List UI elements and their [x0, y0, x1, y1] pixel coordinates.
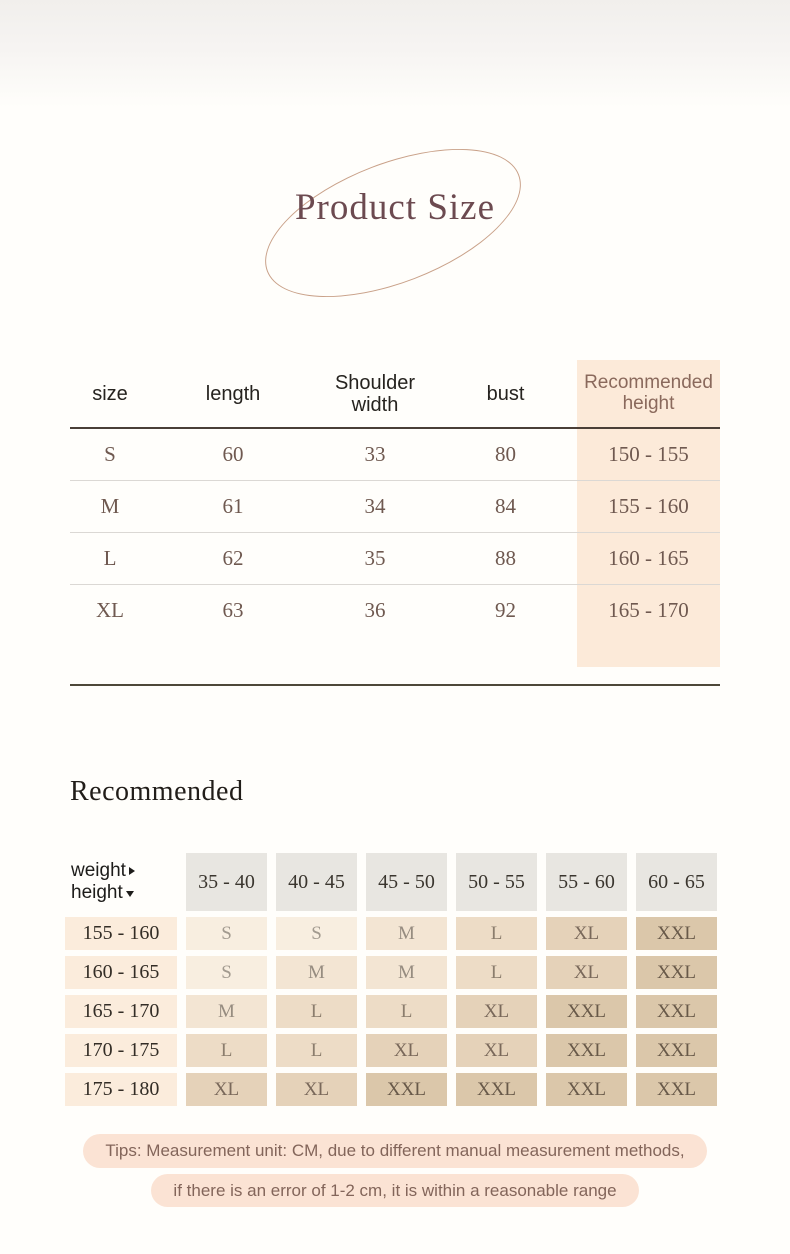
bust-value: 84 — [495, 494, 516, 518]
arrow-down-icon — [126, 891, 134, 897]
shoulder-value: 35 — [364, 546, 386, 570]
length-value: 62 — [222, 546, 244, 570]
matrix-cell: XXL — [636, 995, 717, 1028]
shoulder-value: 34 — [364, 494, 386, 518]
length-value: 63 — [222, 598, 244, 622]
matrix-cell: L — [456, 956, 537, 989]
matrix-cell: M — [186, 995, 267, 1028]
weight-range-header: 55 - 60 — [546, 853, 627, 911]
length-value: 61 — [222, 494, 244, 518]
height-range-header: 160 - 165 — [65, 956, 177, 989]
matrix-cell: S — [186, 956, 267, 989]
matrix-cell: XL — [186, 1073, 267, 1106]
matrix-cell: S — [276, 917, 357, 950]
bust-value: 92 — [495, 598, 516, 622]
table-row — [70, 585, 720, 636]
matrix-cell: XL — [366, 1034, 447, 1067]
top-gradient-band — [0, 0, 790, 108]
weight-range-header: 60 - 65 — [636, 853, 717, 911]
bust-value: 80 — [495, 442, 516, 466]
column-header-size: size — [92, 382, 128, 405]
weight-range-header: 40 - 45 — [276, 853, 357, 911]
matrix-cell: XXL — [636, 1073, 717, 1106]
matrix-cell: XL — [276, 1073, 357, 1106]
matrix-cell: L — [276, 995, 357, 1028]
height-axis-label: height — [71, 882, 123, 903]
table-row — [70, 429, 720, 481]
shoulder-value: 33 — [364, 442, 386, 466]
column-header-recommended-height: Recommended height — [584, 371, 713, 414]
height-value: 165 - 170 — [608, 598, 689, 622]
matrix-cell: XXL — [366, 1073, 447, 1106]
tips-line-2: if there is an error of 1-2 cm, it is within a reasonable range — [151, 1174, 638, 1208]
matrix-cell: XXL — [456, 1073, 537, 1106]
weight-range-header: 35 - 40 — [186, 853, 267, 911]
tips-section — [0, 1134, 790, 1207]
table-row — [70, 481, 720, 533]
matrix-cell: M — [366, 956, 447, 989]
matrix-cell: M — [276, 956, 357, 989]
arrow-right-icon — [129, 867, 135, 875]
matrix-cell: L — [366, 995, 447, 1028]
height-range-header: 170 - 175 — [65, 1034, 177, 1067]
recommended-heading: Recommended — [70, 776, 244, 807]
height-range-header: 155 - 160 — [65, 917, 177, 950]
column-header-shoulder-width: Shoulder width — [334, 371, 416, 416]
size-value: XL — [96, 598, 124, 622]
table-bottom-rule — [70, 684, 720, 686]
column-header-bust: bust — [486, 382, 525, 405]
matrix-cell: XL — [546, 917, 627, 950]
shoulder-value: 36 — [364, 598, 386, 622]
matrix-cell: XL — [456, 995, 537, 1028]
matrix-cell: XXL — [546, 1034, 627, 1067]
matrix-cell: XXL — [636, 917, 717, 950]
weight-axis-label: weight — [71, 859, 126, 881]
size-table-header-row — [70, 360, 720, 429]
matrix-cell: XXL — [546, 1073, 627, 1106]
weight-range-header: 50 - 55 — [456, 853, 537, 911]
bust-value: 88 — [495, 546, 516, 570]
matrix-cell: M — [366, 917, 447, 950]
height-value: 150 - 155 — [608, 442, 689, 466]
weight-range-header: 45 - 50 — [366, 853, 447, 911]
page-title: Product Size — [294, 187, 496, 228]
matrix-cell: XXL — [636, 956, 717, 989]
matrix-cell: L — [186, 1034, 267, 1067]
tips-line-1: Tips: Measurement unit: CM, due to different manual measurement methods, — [83, 1134, 706, 1168]
matrix-cell: L — [456, 917, 537, 950]
height-range-header: 175 - 180 — [65, 1073, 177, 1106]
matrix-cell: XXL — [546, 995, 627, 1028]
size-value: L — [103, 546, 117, 570]
size-value: S — [104, 442, 116, 466]
matrix-cell: XL — [456, 1034, 537, 1067]
recommended-size-matrix — [65, 853, 717, 1106]
matrix-cell: XXL — [636, 1034, 717, 1067]
matrix-cell: L — [276, 1034, 357, 1067]
column-header-length: length — [205, 382, 261, 405]
matrix-cell: S — [186, 917, 267, 950]
matrix-cell: XL — [546, 956, 627, 989]
table-row — [70, 533, 720, 585]
product-size-table — [70, 360, 720, 636]
size-value: M — [100, 494, 120, 518]
axis-label-cell — [65, 853, 177, 911]
length-value: 60 — [222, 442, 244, 466]
height-value: 155 - 160 — [608, 494, 689, 518]
height-range-header: 165 - 170 — [65, 995, 177, 1028]
height-value: 160 - 165 — [608, 546, 689, 570]
